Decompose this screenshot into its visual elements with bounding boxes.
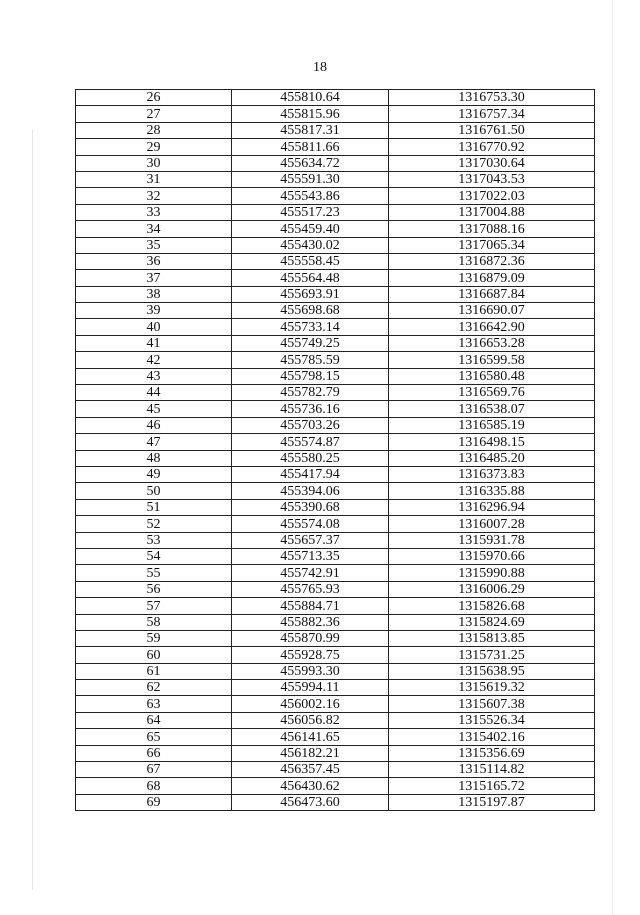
y-coordinate-cell: 1316373.83 — [389, 466, 595, 482]
point-number-cell: 42 — [76, 352, 232, 368]
page-number: 18 — [313, 60, 327, 75]
x-coordinate-cell: 455742.91 — [232, 565, 389, 581]
y-coordinate-cell: 1315970.66 — [389, 548, 595, 564]
y-coordinate-cell: 1316498.15 — [389, 434, 595, 450]
table-row — [76, 745, 595, 761]
point-number-cell: 39 — [76, 303, 232, 319]
point-number-cell: 63 — [76, 696, 232, 712]
y-coordinate-cell: 1315824.69 — [389, 614, 595, 630]
point-number-cell: 59 — [76, 630, 232, 646]
point-number-cell: 41 — [76, 335, 232, 351]
point-number-cell: 56 — [76, 581, 232, 597]
table-row — [76, 663, 595, 679]
x-coordinate-cell: 455749.25 — [232, 335, 389, 351]
y-coordinate-cell: 1315990.88 — [389, 565, 595, 581]
x-coordinate-cell: 455517.23 — [232, 204, 389, 220]
y-coordinate-cell: 1316485.20 — [389, 450, 595, 466]
point-number-cell: 69 — [76, 794, 232, 810]
point-number-cell: 27 — [76, 106, 232, 122]
y-coordinate-cell: 1316296.94 — [389, 499, 595, 515]
x-coordinate-cell: 455543.86 — [232, 188, 389, 204]
table-row — [76, 729, 595, 745]
point-number-cell: 30 — [76, 155, 232, 171]
x-coordinate-cell: 455703.26 — [232, 417, 389, 433]
y-coordinate-cell: 1317022.03 — [389, 188, 595, 204]
table-row — [76, 188, 595, 204]
y-coordinate-cell: 1317030.64 — [389, 155, 595, 171]
y-coordinate-cell: 1316569.76 — [389, 385, 595, 401]
y-coordinate-cell: 1315813.85 — [389, 630, 595, 646]
table-row — [76, 221, 595, 237]
x-coordinate-cell: 455591.30 — [232, 171, 389, 187]
table-row — [76, 368, 595, 384]
point-number-cell: 68 — [76, 778, 232, 794]
table-row — [76, 712, 595, 728]
y-coordinate-cell: 1315402.16 — [389, 729, 595, 745]
x-coordinate-cell: 455765.93 — [232, 581, 389, 597]
table-row — [76, 434, 595, 450]
table-row — [76, 548, 595, 564]
x-coordinate-cell: 455430.02 — [232, 237, 389, 253]
point-number-cell: 37 — [76, 270, 232, 286]
table-row — [76, 171, 595, 187]
y-coordinate-cell: 1316879.09 — [389, 270, 595, 286]
table-row — [76, 598, 595, 614]
y-coordinate-cell: 1316653.28 — [389, 335, 595, 351]
table-row — [76, 450, 595, 466]
x-coordinate-cell: 455736.16 — [232, 401, 389, 417]
x-coordinate-cell: 455417.94 — [232, 466, 389, 482]
point-number-cell: 43 — [76, 368, 232, 384]
table-row — [76, 532, 595, 548]
table-row — [76, 319, 595, 335]
x-coordinate-cell: 455870.99 — [232, 630, 389, 646]
point-number-cell: 29 — [76, 139, 232, 155]
y-coordinate-cell: 1316753.30 — [389, 90, 595, 106]
y-coordinate-cell: 1315356.69 — [389, 745, 595, 761]
x-coordinate-cell: 455928.75 — [232, 647, 389, 663]
point-number-cell: 67 — [76, 762, 232, 778]
x-coordinate-cell: 455733.14 — [232, 319, 389, 335]
point-number-cell: 53 — [76, 532, 232, 548]
table-row — [76, 270, 595, 286]
x-coordinate-cell: 455811.66 — [232, 139, 389, 155]
table-row — [76, 286, 595, 302]
table-row — [76, 417, 595, 433]
point-number-cell: 28 — [76, 122, 232, 138]
y-coordinate-cell: 1316585.19 — [389, 417, 595, 433]
table-row — [76, 253, 595, 269]
x-coordinate-cell: 456473.60 — [232, 794, 389, 810]
point-number-cell: 54 — [76, 548, 232, 564]
x-coordinate-cell: 455882.36 — [232, 614, 389, 630]
point-number-cell: 34 — [76, 221, 232, 237]
y-coordinate-cell: 1315931.78 — [389, 532, 595, 548]
y-coordinate-cell: 1317004.88 — [389, 204, 595, 220]
table-row — [76, 630, 595, 646]
table-row — [76, 335, 595, 351]
table-row — [76, 647, 595, 663]
x-coordinate-cell: 455574.87 — [232, 434, 389, 450]
y-coordinate-cell: 1316335.88 — [389, 483, 595, 499]
table-row — [76, 499, 595, 515]
table-row — [76, 581, 595, 597]
scan-edge-left — [32, 130, 33, 890]
y-coordinate-cell: 1315731.25 — [389, 647, 595, 663]
table-row — [76, 565, 595, 581]
y-coordinate-cell: 1315526.34 — [389, 712, 595, 728]
y-coordinate-cell: 1316006.29 — [389, 581, 595, 597]
x-coordinate-cell: 455574.08 — [232, 516, 389, 532]
table-row — [76, 696, 595, 712]
point-number-cell: 40 — [76, 319, 232, 335]
x-coordinate-cell: 455657.37 — [232, 532, 389, 548]
y-coordinate-cell: 1316007.28 — [389, 516, 595, 532]
y-coordinate-cell: 1317065.34 — [389, 237, 595, 253]
x-coordinate-cell: 456182.21 — [232, 745, 389, 761]
x-coordinate-cell: 455390.68 — [232, 499, 389, 515]
y-coordinate-cell: 1316580.48 — [389, 368, 595, 384]
x-coordinate-cell: 455798.15 — [232, 368, 389, 384]
table-row — [76, 680, 595, 696]
table-row — [76, 762, 595, 778]
x-coordinate-cell: 455394.06 — [232, 483, 389, 499]
y-coordinate-cell: 1316872.36 — [389, 253, 595, 269]
table-row — [76, 303, 595, 319]
table-row — [76, 155, 595, 171]
y-coordinate-cell: 1315114.82 — [389, 762, 595, 778]
coordinates-table — [75, 89, 595, 811]
point-number-cell: 52 — [76, 516, 232, 532]
x-coordinate-cell: 455994.11 — [232, 680, 389, 696]
y-coordinate-cell: 1316757.34 — [389, 106, 595, 122]
y-coordinate-cell: 1315165.72 — [389, 778, 595, 794]
x-coordinate-cell: 456357.45 — [232, 762, 389, 778]
x-coordinate-cell: 455782.79 — [232, 385, 389, 401]
table-row — [76, 90, 595, 106]
y-coordinate-cell: 1317043.53 — [389, 171, 595, 187]
point-number-cell: 61 — [76, 663, 232, 679]
point-number-cell: 33 — [76, 204, 232, 220]
table-row — [76, 794, 595, 810]
y-coordinate-cell: 1315607.38 — [389, 696, 595, 712]
x-coordinate-cell: 455815.96 — [232, 106, 389, 122]
table-row — [76, 483, 595, 499]
x-coordinate-cell: 455634.72 — [232, 155, 389, 171]
point-number-cell: 36 — [76, 253, 232, 269]
table-row — [76, 106, 595, 122]
y-coordinate-cell: 1316770.92 — [389, 139, 595, 155]
x-coordinate-cell: 456002.16 — [232, 696, 389, 712]
point-number-cell: 44 — [76, 385, 232, 401]
point-number-cell: 65 — [76, 729, 232, 745]
point-number-cell: 60 — [76, 647, 232, 663]
point-number-cell: 32 — [76, 188, 232, 204]
point-number-cell: 51 — [76, 499, 232, 515]
x-coordinate-cell: 456141.65 — [232, 729, 389, 745]
x-coordinate-cell: 455459.40 — [232, 221, 389, 237]
table-row — [76, 778, 595, 794]
x-coordinate-cell: 455810.64 — [232, 90, 389, 106]
y-coordinate-cell: 1316690.07 — [389, 303, 595, 319]
table-row — [76, 237, 595, 253]
y-coordinate-cell: 1315619.32 — [389, 680, 595, 696]
point-number-cell: 55 — [76, 565, 232, 581]
y-coordinate-cell: 1316642.90 — [389, 319, 595, 335]
table-row — [76, 614, 595, 630]
point-number-cell: 31 — [76, 171, 232, 187]
point-number-cell: 45 — [76, 401, 232, 417]
y-coordinate-cell: 1316599.58 — [389, 352, 595, 368]
point-number-cell: 48 — [76, 450, 232, 466]
point-number-cell: 35 — [76, 237, 232, 253]
y-coordinate-cell: 1315826.68 — [389, 598, 595, 614]
table-row — [76, 385, 595, 401]
y-coordinate-cell: 1316761.50 — [389, 122, 595, 138]
point-number-cell: 66 — [76, 745, 232, 761]
x-coordinate-cell: 455558.45 — [232, 253, 389, 269]
y-coordinate-cell: 1316538.07 — [389, 401, 595, 417]
table-row — [76, 516, 595, 532]
x-coordinate-cell: 455580.25 — [232, 450, 389, 466]
x-coordinate-cell: 455993.30 — [232, 663, 389, 679]
point-number-cell: 64 — [76, 712, 232, 728]
point-number-cell: 26 — [76, 90, 232, 106]
point-number-cell: 49 — [76, 466, 232, 482]
point-number-cell: 47 — [76, 434, 232, 450]
x-coordinate-cell: 455693.91 — [232, 286, 389, 302]
table-row — [76, 352, 595, 368]
coordinates-table-body — [76, 90, 595, 811]
x-coordinate-cell: 455785.59 — [232, 352, 389, 368]
scan-edge-right — [612, 0, 613, 915]
table-row — [76, 139, 595, 155]
table-row — [76, 466, 595, 482]
point-number-cell: 57 — [76, 598, 232, 614]
point-number-cell: 62 — [76, 680, 232, 696]
y-coordinate-cell: 1315638.95 — [389, 663, 595, 679]
x-coordinate-cell: 455713.35 — [232, 548, 389, 564]
table-row — [76, 122, 595, 138]
point-number-cell: 46 — [76, 417, 232, 433]
y-coordinate-cell: 1317088.16 — [389, 221, 595, 237]
x-coordinate-cell: 456056.82 — [232, 712, 389, 728]
x-coordinate-cell: 455817.31 — [232, 122, 389, 138]
y-coordinate-cell: 1316687.84 — [389, 286, 595, 302]
x-coordinate-cell: 455884.71 — [232, 598, 389, 614]
point-number-cell: 58 — [76, 614, 232, 630]
table-row — [76, 401, 595, 417]
y-coordinate-cell: 1315197.87 — [389, 794, 595, 810]
x-coordinate-cell: 455564.48 — [232, 270, 389, 286]
x-coordinate-cell: 455698.68 — [232, 303, 389, 319]
point-number-cell: 50 — [76, 483, 232, 499]
x-coordinate-cell: 456430.62 — [232, 778, 389, 794]
table-row — [76, 204, 595, 220]
point-number-cell: 38 — [76, 286, 232, 302]
